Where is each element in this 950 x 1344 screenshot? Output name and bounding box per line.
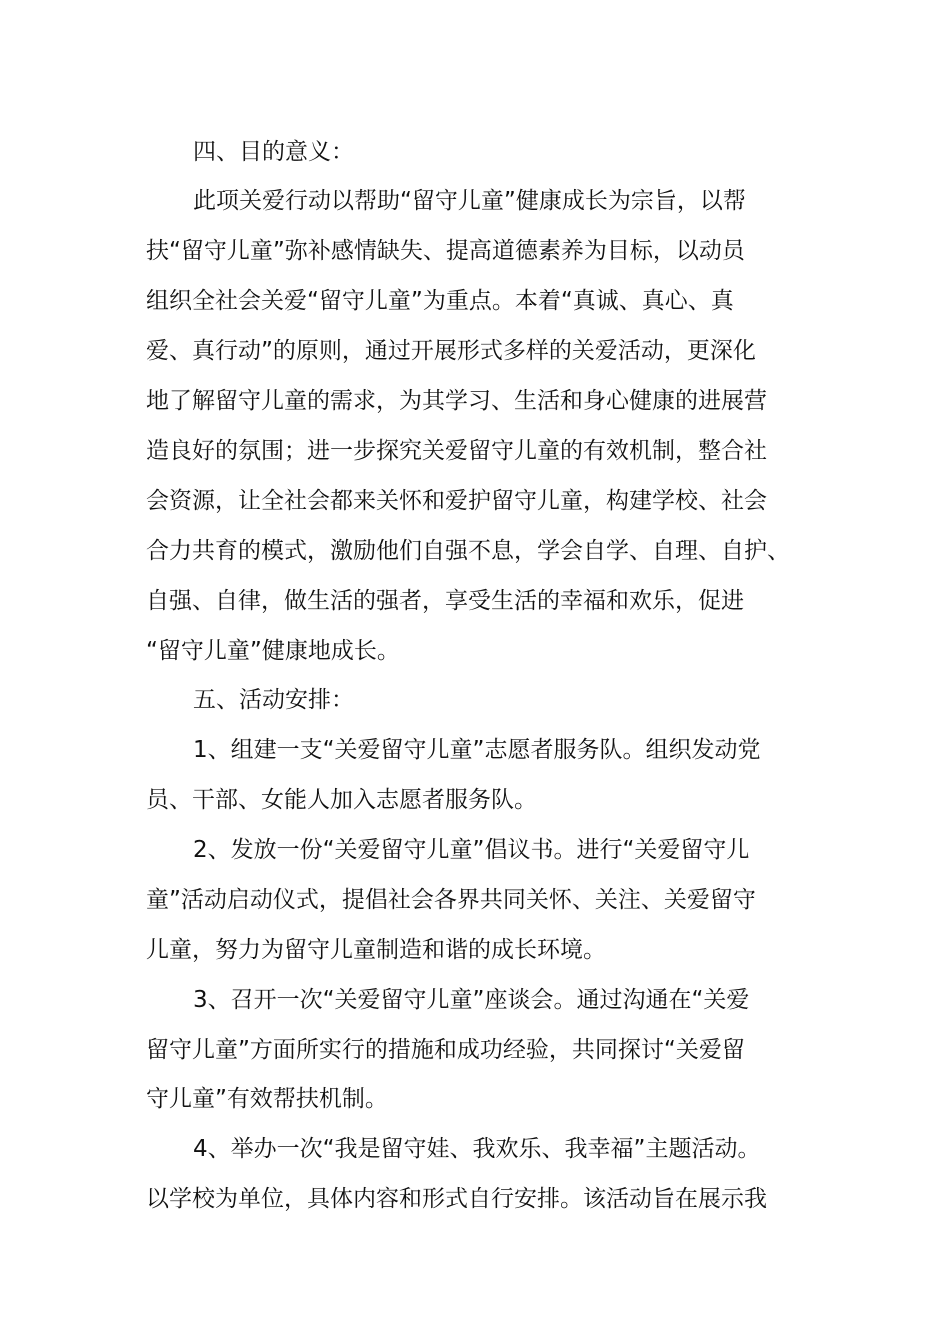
paragraph-line: 自强、自律，做生活的强者，享受生活的幸福和欢乐，促进: [146, 588, 744, 614]
paragraph-line: 地了解留守儿童的需求，为其学习、生活和身心健康的进展营: [146, 388, 767, 414]
paragraph-line: 会资源，让全社会都来关怀和爱护留守儿童，构建学校、社会: [146, 488, 767, 514]
paragraph-line: 合力共育的模式，激励他们自强不息，学会自学、自理、自护、: [146, 538, 790, 564]
paragraph-line: 4、举办一次“我是留守娃、我欢乐、我幸福”主题活动。: [193, 1136, 761, 1162]
heading-purpose: 四、目的意义：: [193, 139, 354, 165]
paragraph-line: 2、发放一份“关爱留守儿童”倡议书。进行“关爱留守儿: [193, 837, 750, 863]
paragraph-line: 员、干部、女能人加入志愿者服务队。: [146, 787, 537, 813]
paragraph-line: 以学校为单位，具体内容和形式自行安排。该活动旨在展示我: [146, 1186, 767, 1212]
paragraph-line: 爱、真行动”的原则，通过开展形式多样的关爱活动，更深化: [146, 338, 756, 364]
paragraph-line: 儿童，努力为留守儿童制造和谐的成长环境。: [146, 937, 606, 963]
paragraph-line: 3、召开一次“关爱留守儿童”座谈会。通过沟通在“关爱: [193, 987, 750, 1013]
paragraph-line: 1、组建一支“关爱留守儿童”志愿者服务队。组织发动党: [193, 737, 761, 763]
paragraph-line: 守儿童”有效帮扶机制。: [146, 1086, 388, 1112]
paragraph-line: 造良好的氛围；进一步探究关爱留守儿童的有效机制，整合社: [146, 438, 767, 464]
paragraph-line: “留守儿童”健康地成长。: [146, 638, 400, 664]
paragraph-line: 扶“留守儿童”弥补感情缺失、提高道德素养为目标，以动员: [146, 238, 745, 264]
paragraph-line: 组织全社会关爱“留守儿童”为重点。本着“真诚、真心、真: [146, 288, 734, 314]
heading-activities: 五、活动安排：: [193, 687, 354, 713]
paragraph-line: 留守儿童”方面所实行的措施和成功经验，共同探讨“关爱留: [146, 1037, 745, 1063]
paragraph-line: 童”活动启动仪式，提倡社会各界共同关怀、关注、关爱留守: [146, 887, 756, 913]
paragraph-line: 此项关爱行动以帮助“留守儿童”健康成长为宗旨，以帮: [193, 188, 746, 214]
